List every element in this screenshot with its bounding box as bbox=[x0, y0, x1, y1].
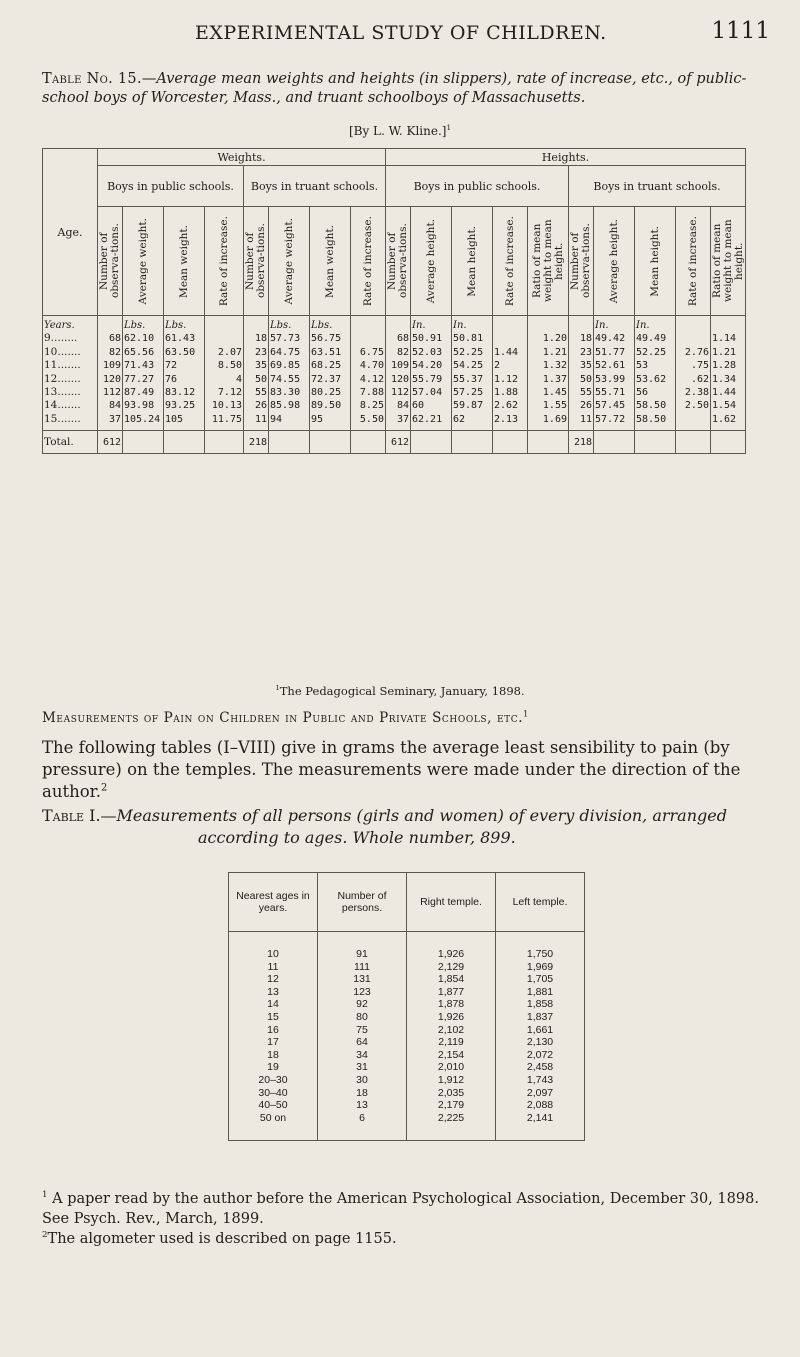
data-column bbox=[164, 316, 205, 431]
col-header-text: Average height. bbox=[424, 218, 437, 304]
data-column bbox=[569, 316, 594, 431]
data-column bbox=[411, 316, 452, 431]
w-public-header: Boys in public schools. bbox=[98, 166, 244, 207]
right-temple-column: 1,926 2,129 1,854 1,877 1,878 1,926 2,102 2,119 2,154 2,010 1,912 2,035 2,179 2,225 bbox=[407, 932, 496, 1141]
col-header bbox=[676, 207, 711, 316]
unit-in: In. bbox=[453, 320, 467, 331]
data-column bbox=[386, 316, 411, 431]
weights-header: Weights. bbox=[98, 149, 386, 166]
w-truant-rate-values: 6.75 4.70 4.12 7.88 8.25 5.50 bbox=[359, 346, 384, 425]
unit-lbs: Lbs. bbox=[270, 320, 292, 331]
body-paragraph bbox=[42, 737, 780, 803]
w-truant-avg-values: 57.73 64.75 69.85 74.55 83.30 85.98 94 bbox=[270, 333, 301, 425]
col-header-text: Rate of increase. bbox=[686, 215, 699, 307]
table-15-byline bbox=[0, 124, 800, 138]
w-truant-n-values: 18 23 35 50 55 26 11 bbox=[254, 333, 267, 425]
col-header bbox=[269, 207, 310, 316]
total-label: Total. bbox=[43, 431, 98, 454]
col-header-text: Average weight. bbox=[282, 217, 295, 305]
table-15-title: —Average mean weights and heights (in slippers), rate of increase, etc., of public-school boys of Worcester, Mass., and truant schoolboys of Massachusetts. bbox=[42, 71, 747, 106]
total-w-truant: 218 bbox=[244, 431, 269, 454]
table-15-label: Table No. 15. bbox=[42, 71, 142, 87]
empty-cell bbox=[269, 431, 310, 454]
data-column bbox=[711, 316, 746, 431]
h-public-n-values: 68 82 109 120 112 84 37 bbox=[390, 333, 409, 425]
section-title-mark: 1 bbox=[523, 708, 529, 719]
footnote-2 bbox=[42, 1229, 782, 1249]
age-header: Age. bbox=[43, 149, 98, 316]
empty-cell bbox=[528, 431, 569, 454]
section-title-text: Measurements of Pain on Children in Public and Private Schools, etc. bbox=[42, 710, 524, 726]
col-header bbox=[205, 207, 244, 316]
w-truant-mean-values: 56.75 63.51 68.25 72.37 80.25 89.50 95 bbox=[311, 333, 342, 425]
heights-header: Heights. bbox=[386, 149, 746, 166]
data-column bbox=[205, 316, 244, 431]
h-public-mean-values: 50.81 52.25 54.25 55.37 57.25 59.87 62 bbox=[453, 333, 484, 425]
col-header-text: Number of observa-tions. bbox=[569, 223, 592, 299]
col-header-text: Ratio of mean weight to mean height. bbox=[530, 219, 565, 303]
h-truant-rate-values: 2.76 .75 .62 2.38 2.50 bbox=[684, 346, 709, 412]
h-public-avg-values: 50.91 52.03 54.20 55.79 57.04 60 62.21 bbox=[412, 333, 443, 425]
h-truant-mean-values: 49.49 52.25 53 53.62 56 58.50 58.50 bbox=[636, 333, 667, 425]
empty-cell bbox=[310, 431, 351, 454]
left-temple-column: 1,750 1,969 1,705 1,881 1,858 1,837 1,661 2,130 2,072 2,458 1,743 2,097 2,088 2,141 bbox=[496, 932, 585, 1141]
footnote-text: The Pedagogical Seminary, January, 1898. bbox=[279, 684, 525, 698]
col-header bbox=[711, 207, 746, 316]
col-header bbox=[452, 207, 493, 316]
empty-cell bbox=[123, 431, 164, 454]
paragraph-text: The following tables (I–VIII) give in grams the average least sensibility to pain (by pressure) on the temples. The measurements were made under the direction of the author. bbox=[42, 738, 741, 801]
col-header bbox=[528, 207, 569, 316]
section-title bbox=[42, 710, 529, 726]
w-public-avg-values: 62.10 65.56 71.43 77.27 87.49 93.98 105.24 bbox=[124, 333, 161, 425]
persons-column: 91 111 131 123 92 80 75 64 34 31 30 18 13 6 bbox=[318, 932, 407, 1141]
paragraph-mark: 2 bbox=[100, 782, 108, 794]
col-header-text: Mean weight. bbox=[323, 224, 336, 298]
col-header bbox=[594, 207, 635, 316]
h-truant-avg-values: 49.42 51.77 52.61 53.99 55.71 57.45 57.72 bbox=[595, 333, 626, 425]
empty-cell bbox=[411, 431, 452, 454]
h-public-ratio-values: 1.20 1.21 1.32 1.37 1.45 1.55 1.69 bbox=[542, 333, 567, 425]
col-header bbox=[386, 207, 411, 316]
footnote-1-mark: 1 bbox=[42, 1190, 48, 1201]
col-header-text: Average weight. bbox=[136, 217, 149, 305]
unit-lbs: Lbs. bbox=[311, 320, 333, 331]
col-header bbox=[569, 207, 594, 316]
w-truant-header: Boys in truant schools. bbox=[244, 166, 386, 207]
data-column bbox=[635, 316, 676, 431]
data-column bbox=[244, 316, 269, 431]
data-column bbox=[310, 316, 351, 431]
empty-cell bbox=[493, 431, 528, 454]
footnote-mark: 1 bbox=[275, 684, 280, 693]
w-public-rate-values: 2.07 8.50 4 7.12 10.13 11.75 bbox=[211, 346, 242, 425]
col-header-text: Rate of increase. bbox=[361, 215, 374, 307]
footnote-1-text: A paper read by the author before the American Psychological Association, December 30, 1898. See Psych. Rev., March, 1899. bbox=[42, 1191, 759, 1227]
col-header bbox=[351, 207, 386, 316]
footnote-2-text: The algometer used is described on page 1155. bbox=[47, 1231, 397, 1247]
unit-years: Years. bbox=[44, 320, 75, 331]
total-w-public: 612 bbox=[98, 431, 123, 454]
data-column bbox=[528, 316, 569, 431]
data-column bbox=[123, 316, 164, 431]
empty-cell bbox=[635, 431, 676, 454]
data-column bbox=[269, 316, 310, 431]
table-1-label: Table I. bbox=[42, 806, 101, 825]
table-1-title-line1: —Measurements of all persons (girls and women) of every division, arranged bbox=[100, 806, 727, 825]
col-header bbox=[493, 207, 528, 316]
unit-in: In. bbox=[636, 320, 650, 331]
col-header-text: Number of observa-tions. bbox=[244, 223, 267, 299]
col-header bbox=[244, 207, 269, 316]
page-header bbox=[0, 18, 800, 58]
empty-cell bbox=[676, 431, 711, 454]
col-header-text: Number of observa-tions. bbox=[98, 223, 121, 299]
age-values: 9........ 10....... 11....... 12....... 13....... 14....... 15....... bbox=[44, 332, 81, 425]
empty-cell bbox=[711, 431, 746, 454]
h-truant-n-values: 18 23 35 50 55 26 11 bbox=[579, 333, 592, 425]
h-public-rate-values: 1.44 2 1.12 1.88 2.62 2.13 bbox=[494, 346, 519, 425]
data-column bbox=[676, 316, 711, 431]
col-header bbox=[411, 207, 452, 316]
unit-in: In. bbox=[595, 320, 609, 331]
ages-header: Nearest ages in years. bbox=[229, 873, 318, 932]
persons-header: Number of persons. bbox=[318, 873, 407, 932]
byline-footnote-mark: 1 bbox=[446, 123, 452, 132]
col-header-text: Ratio of mean weight to mean height. bbox=[710, 219, 745, 303]
footnote-1 bbox=[42, 1189, 782, 1229]
footnote-2-mark: 2 bbox=[42, 1230, 48, 1241]
col-header-text: Mean weight. bbox=[177, 224, 190, 298]
col-header-text: Number of observa-tions. bbox=[386, 223, 409, 299]
col-header bbox=[123, 207, 164, 316]
col-header bbox=[98, 207, 123, 316]
table-1-title-line2: according to ages. Whole number, 899. bbox=[198, 828, 516, 847]
table-15 bbox=[42, 148, 746, 454]
w-public-n-values: 68 82 109 120 112 84 37 bbox=[102, 333, 121, 425]
age-column bbox=[43, 316, 98, 431]
running-title: EXPERIMENTAL STUDY OF CHILDREN. bbox=[195, 22, 607, 44]
col-header-text: Rate of increase. bbox=[503, 215, 516, 307]
byline-text: [By L. W. Kline.] bbox=[348, 124, 447, 138]
unit-lbs: Lbs. bbox=[124, 320, 146, 331]
col-header-text: Average height. bbox=[607, 218, 620, 304]
empty-cell bbox=[205, 431, 244, 454]
total-h-public: 612 bbox=[386, 431, 411, 454]
data-column bbox=[594, 316, 635, 431]
table-15-caption bbox=[42, 70, 787, 108]
unit-lbs: Lbs. bbox=[165, 320, 187, 331]
h-truant-header: Boys in truant schools. bbox=[569, 166, 746, 207]
table-1-caption bbox=[42, 805, 780, 849]
empty-cell bbox=[452, 431, 493, 454]
col-header bbox=[164, 207, 205, 316]
h-truant-ratio-values: 1.14 1.21 1.28 1.34 1.44 1.54 1.62 bbox=[712, 333, 737, 425]
footnotes bbox=[42, 1189, 782, 1249]
left-temple-header: Left temple. bbox=[496, 873, 585, 932]
page-number: 1111 bbox=[711, 18, 770, 44]
col-header-text: Rate of increase. bbox=[217, 215, 230, 307]
total-h-truant: 218 bbox=[569, 431, 594, 454]
data-column bbox=[98, 316, 123, 431]
data-column bbox=[452, 316, 493, 431]
w-public-mean-values: 61.43 63.50 72 76 83.12 93.25 105 bbox=[165, 333, 196, 425]
col-header-text: Mean height. bbox=[648, 225, 661, 297]
data-column bbox=[351, 316, 386, 431]
ages-column: 10 11 12 13 14 15 16 17 18 19 20–30 30–40 40–50 50 on bbox=[229, 932, 318, 1141]
empty-cell bbox=[594, 431, 635, 454]
col-header bbox=[635, 207, 676, 316]
empty-cell bbox=[164, 431, 205, 454]
right-temple-header: Right temple. bbox=[407, 873, 496, 932]
data-column bbox=[493, 316, 528, 431]
table-15-footnote bbox=[0, 684, 800, 698]
h-public-header: Boys in public schools. bbox=[386, 166, 569, 207]
col-header bbox=[310, 207, 351, 316]
unit-in: In. bbox=[412, 320, 426, 331]
table-1 bbox=[228, 872, 585, 1141]
empty-cell bbox=[351, 431, 386, 454]
col-header-text: Mean height. bbox=[465, 225, 478, 297]
